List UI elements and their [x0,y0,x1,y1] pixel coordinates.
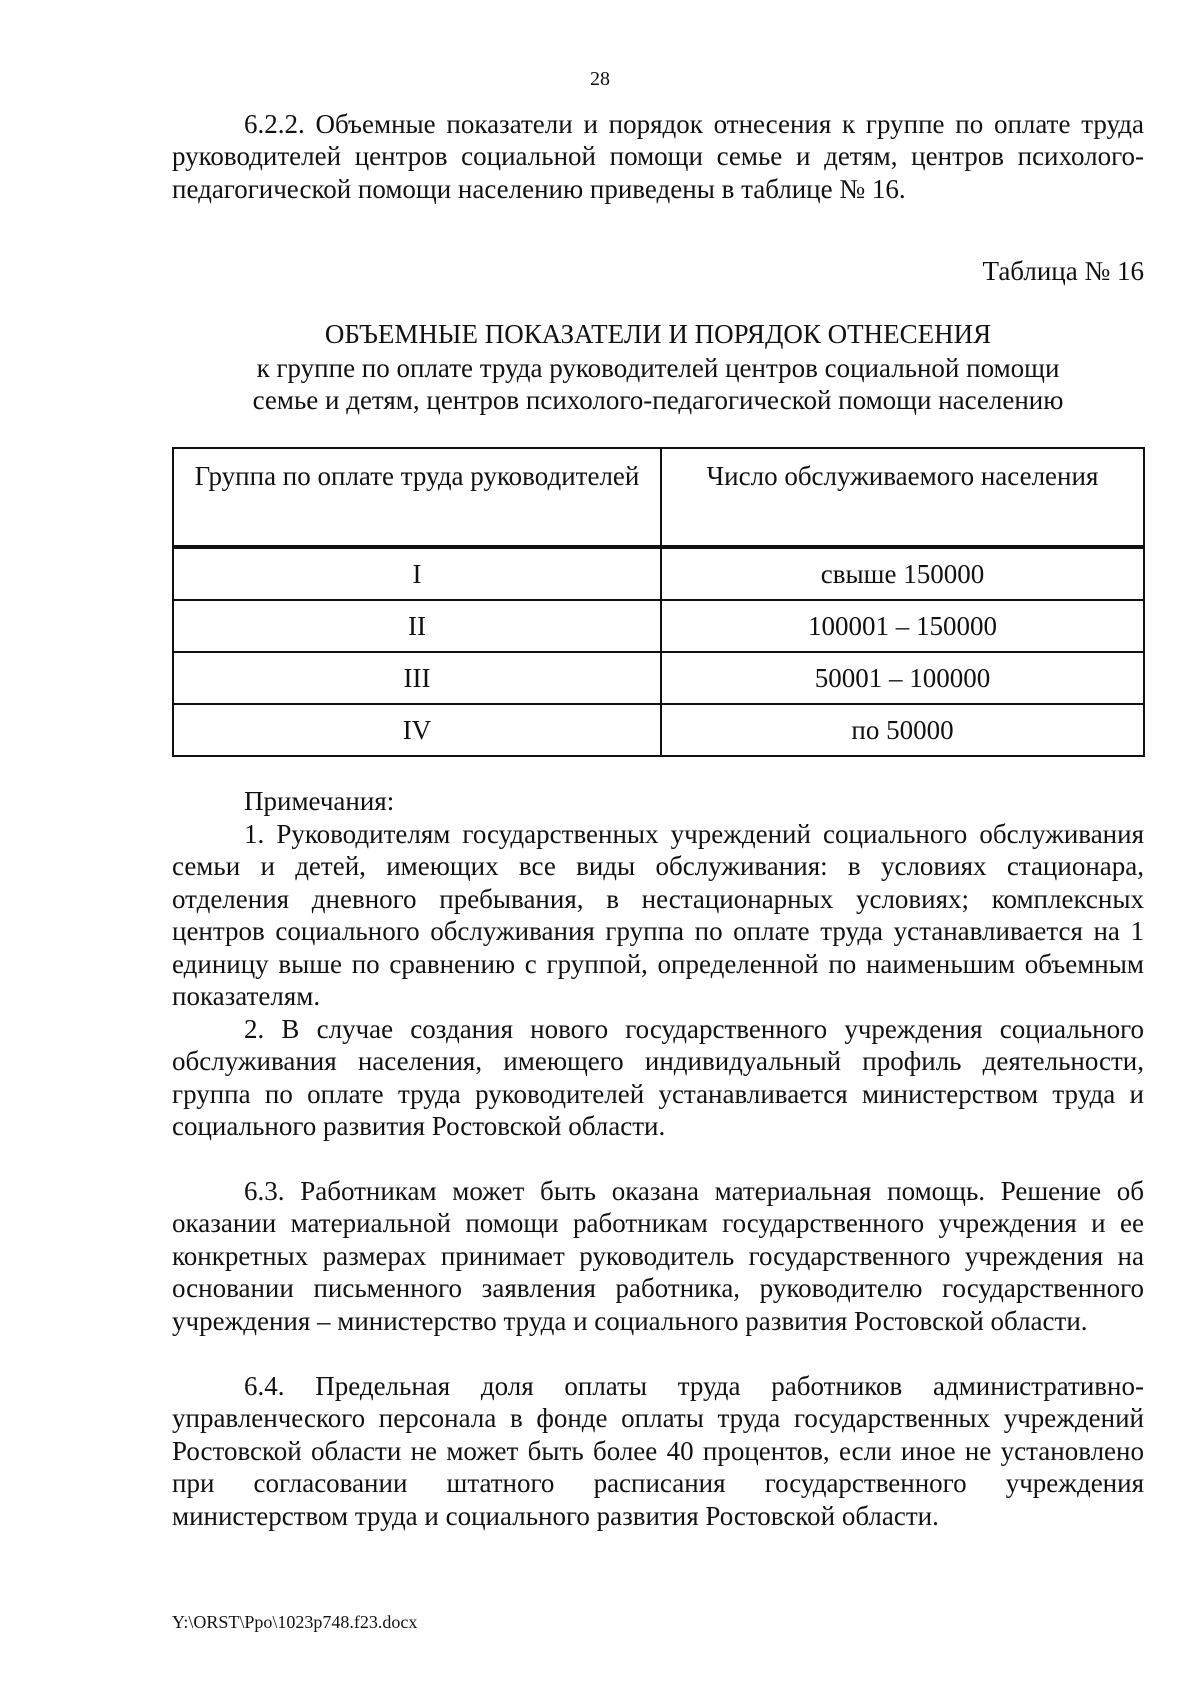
table-title-sub-line1: к группе по оплате труда руководителей центров социальной помощи [256,353,1060,383]
table-row [173,547,1144,600]
table-title-caps: ОБЪЕМНЫЕ ПОКАЗАТЕЛИ И ПОРЯДОК ОТНЕСЕНИЯ [324,319,992,349]
cell-population: свыше 150000 [661,547,1144,600]
cell-population: 100001 – 150000 [661,600,1144,652]
group-table [172,447,1145,757]
cell-group: III [173,652,661,704]
table-row [173,600,1144,652]
footer-file-path: Y:\ORST\Ppo\1023p748.f23.docx [172,1612,418,1632]
cell-population: по 50000 [661,704,1144,756]
table-row [173,652,1144,704]
table-label: Таблица № 16 [982,256,1144,286]
cell-group: I [173,547,661,600]
cell-group: IV [173,704,661,756]
table-row [173,704,1144,756]
section-6-4: 6.4. Предельная доля оплаты труда работников административно-управленческого персонала в фонде оплаты труда государственных учреждений Ростовской области не может быть более 40 процентов, если иное не установлено при согласовании штатного расписания государственного учреждения министерством труда и социального развития Ростовской области. [172,1371,1144,1531]
note-1: 1. Руководителям государственных учреждений социального обслуживания семьи и детей, имеющих все виды обслуживания: в условиях стационара, отделения дневного пребывания, в нестационарных условиях; комплексных центров социального обслуживания группа по оплате труда устанавливается на 1 единицу выше по сравнению с группой, определенной по наименьшим объемным показателям. [172,819,1144,1012]
cell-group: II [173,600,661,652]
notes-title: Примечания: [244,786,395,816]
header-group: Группа по оплате труда руководителей [173,448,661,547]
note-2: 2. В случае создания нового государственного учреждения социального обслуживания населения, имеющего индивидуальный профиль деятельности, группа по оплате труда руководителей устанавливается министерством труда и социального развития Ростовской области. [172,1014,1144,1142]
page-number: 28 [590,68,610,90]
cell-population: 50001 – 100000 [661,652,1144,704]
intro-paragraph: 6.2.2. Объемные показатели и порядок отнесения к группе по оплате труда руководителей центров социальной помощи семье и детям, центров психолого-педагогической помощи населению приведены в таблице № 16. [172,109,1144,204]
table-title [172,318,1144,416]
table-title-sub-line2: семье и детям, центров психолого-педагогической помощи населению [252,385,1064,415]
section-6-3: 6.3. Работникам может быть оказана материальная помощь. Решение об оказании материальной помощи работникам государственного учреждения и ее конкретных размерах принимает руководитель государственного учреждения на основании письменного заявления работника, руководителю государственного учреждения – министерство труда и социального развития Ростовской области. [172,1176,1144,1336]
table-header-row [173,448,1144,547]
header-population: Число обслуживаемого населения [661,448,1144,547]
